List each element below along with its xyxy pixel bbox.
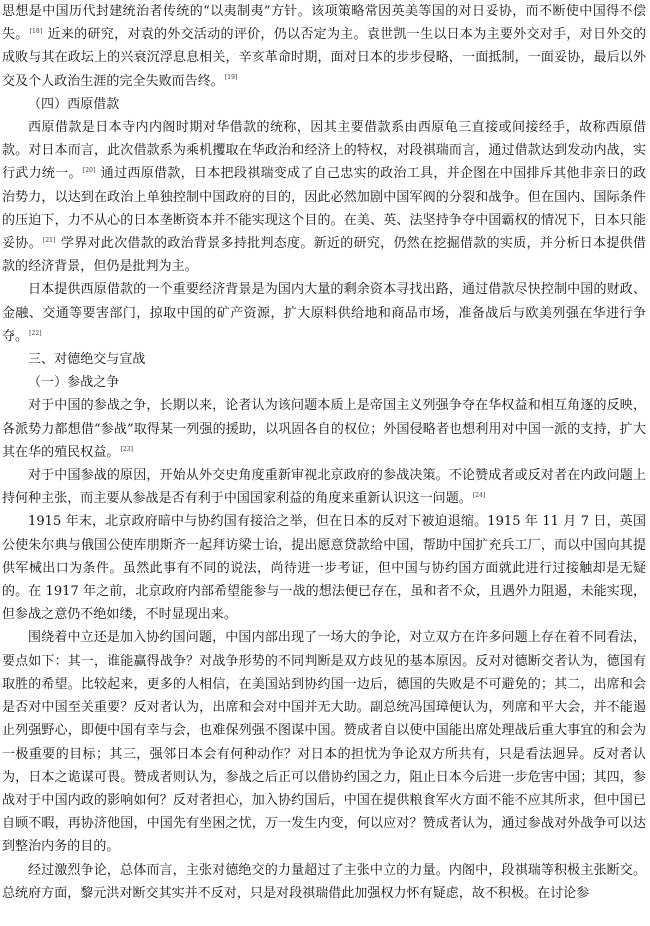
- section-heading: [2, 93, 646, 116]
- text-run: 对于中国的参战之争，长期以来，论者认为该问题本质上是帝国主义列强争夺在华权益和相互角逐的反映，各派势力都想借“参战”取得某一列强的援助，以巩固各自的权位；外国侵略者也想利用对中国一派的支持，扩大其在华的殖民权益。: [2, 398, 646, 460]
- text-run: 1915 年末，北京政府暗中与协约国有接洽之举，但在日本的反对下被迫退缩。1915 年 11 月 7 日，英国公使朱尔典与俄国公使库朋斯齐一起拜访梁士诒，提出愿意贷款给中国，帮助中国扩充兵工厂，而以中国向其提供军械出口为条件。虽然此事有不同的说法，尚待进一步考证，但中国与协约国方面就此进行过接触却是无疑的。在 1917 年之前，北京政府内部希望能参与一战的想法便已存在，虽和者不众，且遇外力阻遏，未能实现，但参战之意仍不绝如缕，不时显现出来。: [2, 514, 646, 623]
- footnote-ref: [20]: [82, 167, 96, 175]
- text-run: 学界对此次借款的政治背景多持批判态度。新近的研究，仍然在挖掘借款的实质，并分析日本提供借款的经济背景，但仍是批判为主。: [2, 236, 646, 275]
- text-run: 对于中国参战的原因，开始从外交史角度重新审视北京政府的参战决策。不论赞成者或反对者在内政问题上持何种主张，而主要从参战是否有利于中国国家利益的角度来重新认识这一问题。: [2, 468, 646, 507]
- paragraph: [2, 394, 646, 464]
- footnote-ref: [22]: [29, 329, 42, 337]
- paragraph: [2, 278, 646, 348]
- footnote-ref: [24]: [472, 491, 486, 499]
- footnote-ref: [19]: [224, 74, 238, 82]
- text-run: 近来的研究，对袁的外交活动的评价，仍以否定为主。袁世凯一生以日本为主要外交对手，对日外交的成败与其在政坛上的兴衰沉浮息息相关，辛亥革命时期，面对日本的步步侵略，一面抵制，一面妥协，最后以外交及个人政治生涯的完全失败而告终。: [2, 27, 646, 89]
- paragraph: [2, 0, 646, 93]
- text-run: 经过激烈争论，总体而言，主张对德绝交的力量超过了主张中立的力量。内阁中，段祺瑞等积极主张断交。总统府方面，黎元洪对断交其实并不反对，只是对段祺瑞借此加强权力怀有疑虑，故不积极。在讨论参: [2, 862, 646, 901]
- paragraph: [2, 626, 646, 858]
- footnote-ref: [18]: [29, 27, 43, 35]
- text-run: 思想是中国历代封建统治者传统的“以夷制夷”方针。该项策略常因英美等国的对日妥协，而不断使中国得不偿失。: [2, 4, 646, 43]
- text-run: 日本提供西原借款的一个重要经济背景是为国内大量的剩余资本寻找出路，通过借款尽快控制中国的财政、金融、交通等要害部门，掠取中国的矿产资源，扩大原料供给地和商品市场，准备战后与欧美列强在华进行争夺。: [2, 282, 646, 344]
- text-run: （四）西原借款: [28, 96, 120, 112]
- section-heading: [2, 371, 646, 394]
- paragraph: [2, 859, 646, 905]
- text-run: 西原借款是日本寺内内阁时期对华借款的统称，因其主要借款系由西原龟三直接或间接经手，故称西原借款。对日本而言，此次借款系为乘机攫取在华政治和经济上的特权，对段祺瑞而言，通过借款达到发动内战，实行武力统一。: [2, 120, 646, 182]
- text-run: 围绕着中立还是加入协约国问题，中国内部出现了一场大的争论，对立双方在许多问题上存在着不同看法，要点如下：其一，谁能赢得战争？对战争形势的不同判断是双方歧见的基本原因。反对对德断交者认为，德国有取胜的希望。比较起来，更多的人相信，在美国站到协约国一边后，德国的失败是不可避免的；其二，出席和会是否对中国至关重要？反对者认为，出席和会对中国并无大助。副总统冯国璋便认为，列席和平大会，并不能遏止列强野心，即便中国有幸与会，也难保列强不图谋中国。赞成者自以使中国能出席处理战后重大事宜的和会为一极重要的目标；其三，强邻日本会有何种动作？对日本的担忧为争论双方所共有，只是看法迥异。反对者认为，日本之诡谋可畏。赞成者则认为，参战之后正可以借协约国之力，阻止日本今后进一步危害中国；其四，参战对于中国内政的影响如何？反对者担心，加入协约国后，中国在提供粮食军火方面不能不应其所求，但中国已自顾不暇，再协济他国，中国先有坐困之忧，万一发生内变，何以应对？赞成者认为，通过参战对外战争可以达到整治内务的目的。: [2, 630, 646, 855]
- text-run: 通过西原借款，日本把段祺瑞变成了自己忠实的政治工具，并企图在中国排斥其他非亲日的政治势力，以达到在政治上单独控制中国政府的目的，因此必然加剧中国军阀的分裂和战争。但在国内、国际条件的压迫下，力不从心的日本垄断资本并不能实现这个目的。在美、英、法坚持争夺中国霸权的情况下，日本只能妥协。: [2, 166, 646, 252]
- footnote-ref: [21]: [42, 236, 56, 244]
- paragraph: [2, 464, 646, 510]
- paragraph: [2, 510, 646, 626]
- footnote-ref: [23]: [120, 445, 133, 453]
- paragraph: [2, 116, 646, 278]
- section-heading: [2, 348, 646, 371]
- text-run: （一）参战之争: [28, 375, 120, 391]
- text-run: 三、对德绝交与宣战: [28, 352, 146, 368]
